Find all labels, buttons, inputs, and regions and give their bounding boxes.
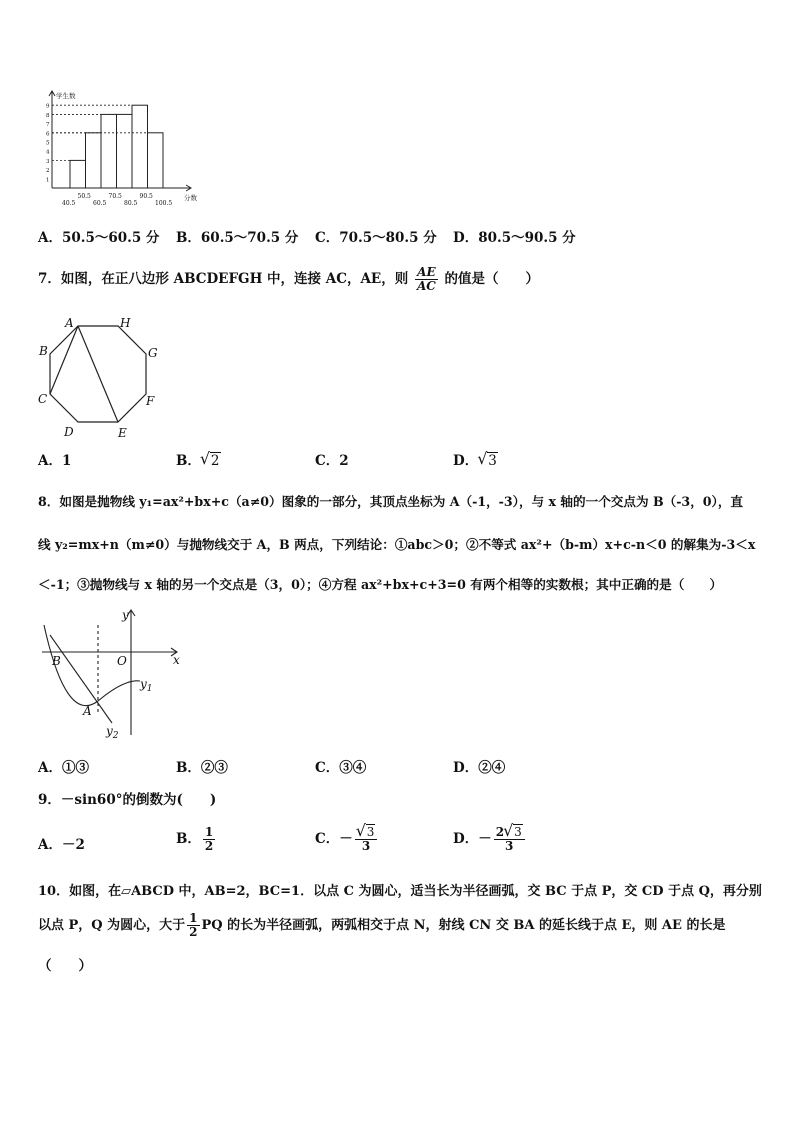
hist-bar	[86, 133, 102, 188]
q7-stem-after: 的值是（ ）	[444, 271, 540, 287]
hist-y-tick-label: 2	[46, 168, 50, 175]
q7-option-b[interactable]	[176, 452, 221, 470]
q9-option-b-fraction	[203, 826, 215, 853]
q6-option-b[interactable]: B．60.5～70.5 分	[176, 230, 299, 246]
q7-fraction	[415, 266, 438, 293]
q7-option-c[interactable]: C．2	[315, 453, 349, 469]
vertex-label-g: G	[148, 346, 158, 360]
hist-y-tick-label: 7	[46, 122, 50, 129]
hist-y-axis-label: 学生数	[56, 92, 76, 100]
point-a-label: A	[83, 704, 92, 718]
q7-option-d-radicand: 3	[488, 453, 497, 469]
hist-x-tick-label: 100.5	[155, 200, 173, 207]
q6-option-d[interactable]: D．80.5～90.5 分	[453, 230, 576, 246]
q9-option-c-prefix: C．－	[315, 831, 353, 847]
q7-fraction-numerator: AE	[415, 266, 438, 280]
line-y2	[50, 635, 112, 723]
origin-label: O	[117, 654, 127, 668]
x-axis-label: x	[173, 653, 180, 667]
sqrt-symbol	[357, 826, 376, 839]
sqrt-symbol	[201, 452, 221, 470]
hist-y-tick-label: 6	[46, 131, 50, 138]
q8-option-a[interactable]: A．①③	[38, 760, 89, 776]
vertex-label-e: E	[118, 426, 127, 440]
q10-fraction	[187, 912, 199, 939]
sqrt-symbol	[504, 826, 523, 839]
curve-y2-label: $y_2$	[106, 724, 119, 741]
hist-bar	[70, 160, 86, 188]
q9-option-d[interactable]	[453, 826, 527, 853]
hist-x-tick-label: 50.5	[77, 193, 91, 200]
hist-x-tick-label: 40.5	[62, 200, 76, 207]
hist-y-tick-label: 3	[46, 158, 50, 165]
hist-x-tick-label: 70.5	[108, 193, 122, 200]
q9-option-b-denominator: 2	[204, 839, 214, 853]
q7-option-d-prefix: D．	[453, 453, 479, 469]
q9-option-a[interactable]: A．－2	[38, 837, 85, 853]
vertex-label-h: H	[120, 316, 131, 330]
hist-y-tick-label: 9	[46, 103, 50, 110]
q8-option-d[interactable]: D．②④	[453, 760, 506, 776]
hist-y-tick-label: 8	[46, 112, 50, 119]
q9-option-b-prefix: B．	[176, 831, 201, 847]
q9-option-c-denominator: 3	[361, 839, 371, 853]
q10-fraction-denominator: 2	[189, 925, 198, 939]
q7-stem	[38, 266, 539, 293]
sqrt-symbol	[478, 452, 498, 470]
q7-option-b-prefix: B．	[176, 453, 201, 469]
q9-option-d-fraction	[494, 826, 525, 853]
q8-option-c[interactable]: C．③④	[315, 760, 367, 776]
q7-option-b-radicand: 2	[210, 453, 220, 469]
q9-option-d-numerator	[494, 826, 525, 840]
q9-stem: 9．－sin60°的倒数为( )	[38, 792, 217, 808]
hist-bar	[132, 105, 148, 188]
q9-option-d-radicand: 3	[514, 825, 522, 839]
histogram-figure	[38, 88, 208, 210]
q7-fraction-denominator: AC	[416, 279, 436, 293]
q6-option-c[interactable]: C．70.5～80.5 分	[315, 230, 437, 246]
q7-stem-before: 7．如图，在正八边形 ABCDEFGH 中，连接 AC，AE，则	[38, 271, 409, 287]
hist-bar	[101, 114, 117, 188]
hist-x-axis-label: 分数	[184, 194, 197, 202]
y-axis-label: y	[122, 608, 129, 622]
q8-stem-line-1: 8．如图是抛物线 y₁=ax²+bx+c（a≠0）图象的一部分，其顶点坐标为 A（-1，-3），与 x 轴的一个交点为 B（-3，0），直	[38, 494, 744, 509]
hist-y-tick-label: 5	[46, 140, 50, 147]
vertex-label-c: C	[38, 392, 48, 406]
vertex-label-f: F	[146, 394, 155, 408]
q8-stem-line-3: ＜-1；③抛物线与 x 轴的另一个交点是（3，0）；④方程 ax²+bx+c+3=0 有两个相等的实数根；其中正确的是（ ）	[38, 577, 723, 592]
segment-ae	[78, 326, 118, 422]
q10-stem-line-2-after: PQ 的长为半径画弧，两弧相交于点 N，射线 CN 交 BA 的延长线于点 E，则 AE 的长是	[201, 918, 726, 933]
q10-stem-line-2	[38, 912, 725, 939]
point-b-label: B	[52, 654, 61, 668]
q7-option-d[interactable]	[453, 452, 498, 470]
hist-x-tick-label: 80.5	[124, 200, 138, 207]
q10-stem-line-3: （ ）	[38, 958, 92, 974]
parabola-figure	[36, 605, 186, 745]
q10-stem-line-2-before: 以点 P，Q 为圆心，大于	[38, 918, 186, 933]
curve-y1-label: $y_1$	[140, 677, 153, 694]
q7-option-a[interactable]: A．1	[38, 453, 72, 469]
q9-option-d-coefficient: 2	[495, 825, 505, 839]
segment-ac	[50, 326, 78, 394]
hist-x-tick-label: 60.5	[93, 200, 107, 207]
hist-y-tick-label: 4	[46, 149, 50, 156]
vertex-label-a: A	[65, 316, 74, 330]
hist-x-tick-label: 90.5	[139, 193, 153, 200]
q8-option-b[interactable]: B．②③	[176, 760, 228, 776]
q9-option-c-fraction	[355, 826, 378, 853]
vertex-label-d: D	[64, 425, 74, 439]
q9-option-b[interactable]	[176, 826, 217, 853]
q10-stem-line-1: 10．如图，在▱ABCD 中，AB=2，BC=1．以点 C 为圆心，适当长为半径画弧，交 BC 于点 P，交 CD 于点 Q，再分别	[38, 884, 762, 899]
q9-option-d-prefix: D．－	[453, 831, 492, 847]
q6-option-a[interactable]: A．50.5～60.5 分	[38, 230, 160, 246]
hist-bar	[148, 133, 164, 188]
hist-bar	[117, 114, 133, 188]
vertex-label-b: B	[39, 344, 48, 358]
q9-option-b-numerator: 1	[204, 825, 214, 839]
q9-option-c-radicand: 3	[366, 825, 375, 839]
q9-option-d-denominator: 3	[505, 839, 514, 853]
q9-option-c-numerator	[355, 826, 378, 840]
hist-y-tick-label: 1	[46, 177, 50, 184]
q10-fraction-numerator: 1	[189, 911, 198, 925]
q9-option-c[interactable]	[315, 826, 379, 853]
octagon-figure	[36, 314, 166, 440]
q8-stem-line-2: 线 y₂=mx+n（m≠0）与抛物线交于 A，B 两点，下列结论：①abc＞0；②不等式 ax²+（b-m）x+c-n＜0 的解集为-3＜x	[38, 537, 756, 552]
